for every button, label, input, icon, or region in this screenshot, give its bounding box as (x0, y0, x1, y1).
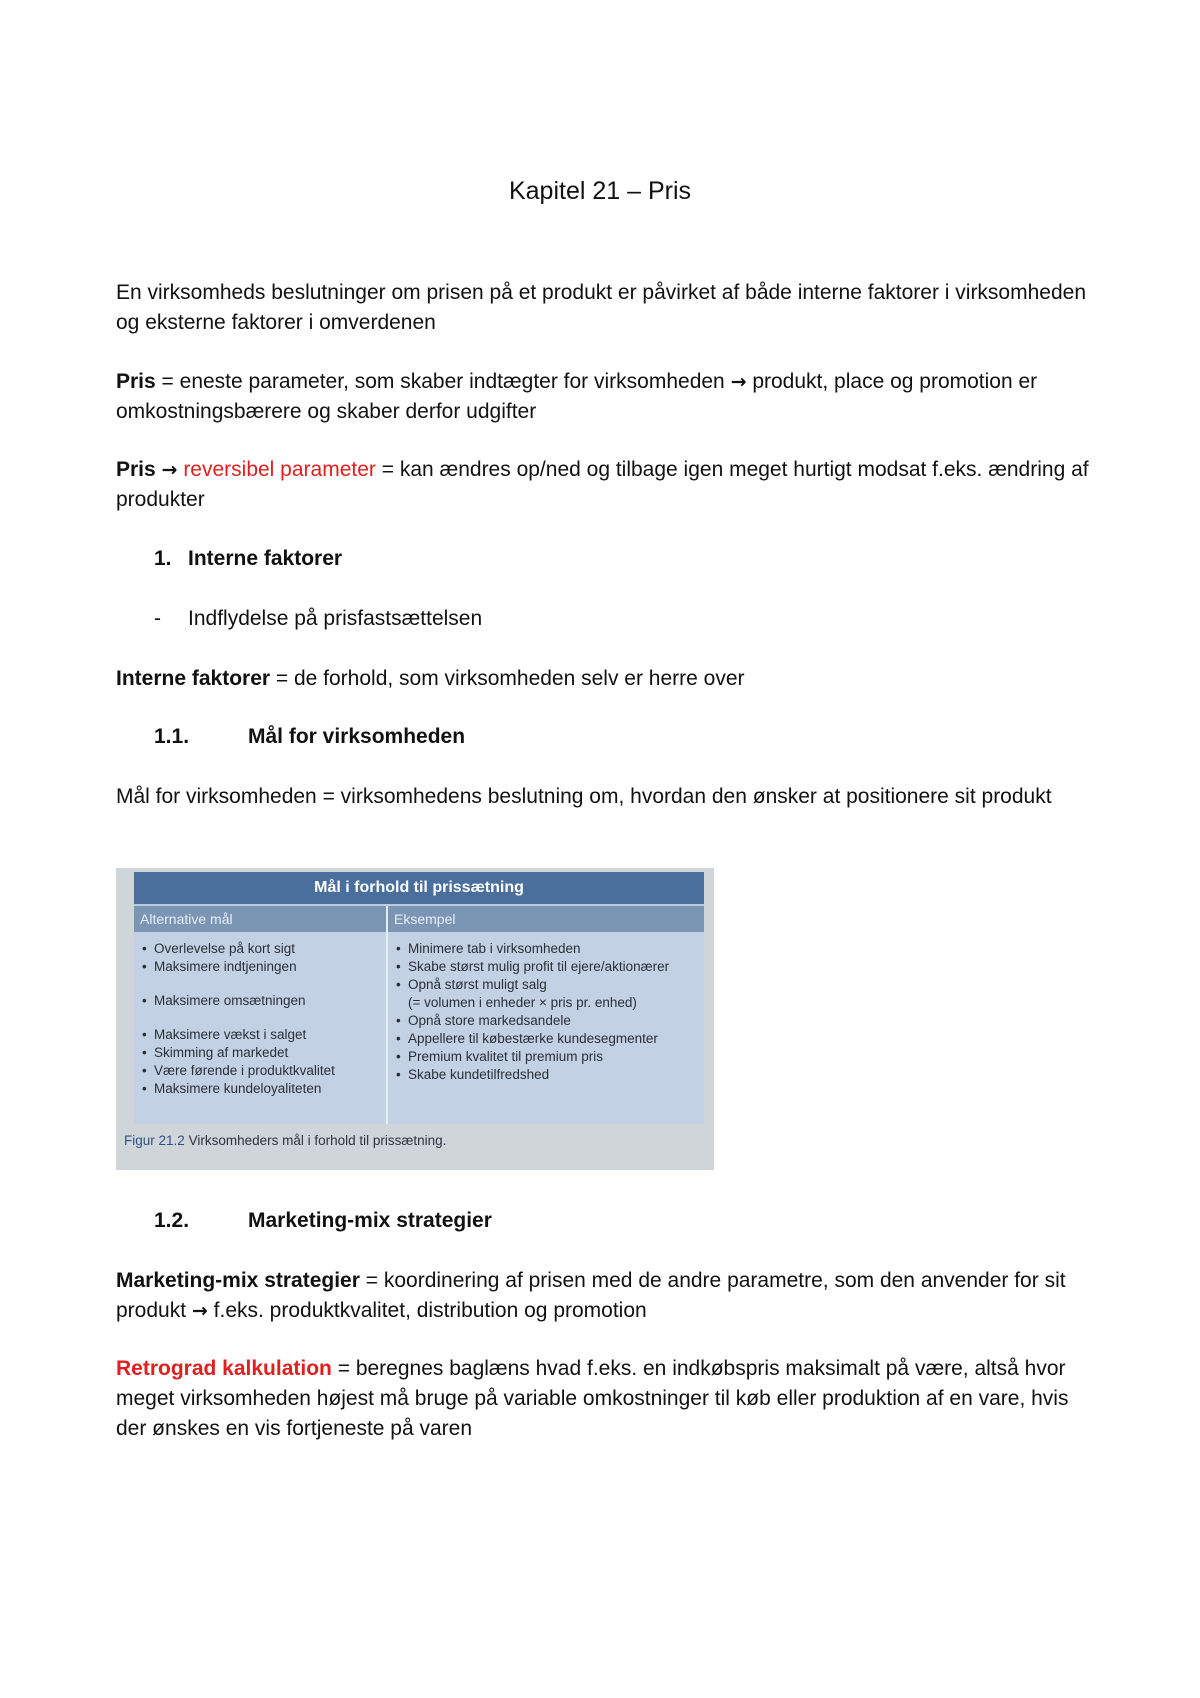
list-item: • Minimere tab i virksomheden (396, 940, 698, 958)
pris-term: Pris (116, 370, 156, 393)
retrograd-text: = beregnes baglæns hvad f.eks. en indkøbspris maksimalt på være, altså hvor meget virksomheden højest må bruge på variable omkostninger til køb eller produktion af en vare, hvis der ønskes en vis fortjeneste på varen (116, 1357, 1069, 1440)
mix-definition (116, 1266, 1096, 1326)
maal-definition: Mål for virksomheden = virksomhedens beslutning om, hvordan den ønsker at positionere sit produkt (116, 785, 1052, 808)
list-item: • Opnå store markedsandele (396, 1012, 698, 1030)
retrograd-definition (116, 1354, 1096, 1444)
reversibel-term: reversibel parameter (183, 458, 376, 481)
interne-definition (116, 664, 1096, 694)
page-title: Kapitel 21 – Pris (508, 177, 692, 205)
figure-table (134, 872, 704, 1124)
mix-term: Marketing-mix strategier (116, 1269, 360, 1292)
retrograd-term: Retrograd kalkulation (116, 1357, 332, 1380)
dash-item: Indflydelse på prisfastsættelsen (188, 607, 483, 630)
section-number: 1.1. (154, 725, 190, 748)
pris-definition (116, 367, 1096, 427)
figure-caption-text: Virksomheders mål i forhold til prissætning. (188, 1133, 447, 1148)
interne-term: Interne faktorer (116, 667, 271, 690)
column-header: Eksempel (388, 906, 704, 932)
list-item: • Maksimere omsætningen (142, 992, 380, 1010)
reversibel-definition (116, 455, 1096, 515)
interne-text: = de forhold, som virksomheden selv er herre over (270, 667, 745, 690)
list-item: • Være førende i produktkvalitet (142, 1062, 380, 1080)
figure-number: Figur 21.2 (124, 1133, 185, 1148)
section-number: 1. (154, 547, 172, 570)
reversibel-text: = kan ændres op/ned og tilbage igen meget hurtigt modsat f.eks. ændring af produkter (116, 458, 1089, 511)
list-item: (= volumen i enheder × pris pr. enhed) (408, 995, 637, 1010)
pris-text-a: = eneste parameter, som skaber indtægter for virksomheden (155, 370, 731, 393)
figure-heading: Mål i forhold til prissætning (134, 872, 704, 904)
arrow-icon: → (161, 459, 178, 481)
column-eksempel (388, 932, 704, 1124)
list-item: • Appellere til købestærke kundesegmenter (396, 1030, 698, 1048)
pris-text-b: produkt, place og promotion er omkostningsbærere og skaber derfor udgifter (116, 370, 1038, 423)
list-item: • Skimming af markedet (142, 1044, 380, 1062)
section-number: 1.2. (154, 1209, 190, 1232)
list-item: • Maksimere indtjeningen (142, 958, 380, 976)
mix-text-b: f.eks. produktkvalitet, distribution og promotion (207, 1299, 647, 1322)
figure-photo (116, 868, 714, 1170)
list-item: • Overlevelse på kort sigt (142, 940, 380, 958)
list-item: • Skabe størst mulig profit til ejere/aktionærer (396, 958, 698, 976)
arrow-icon: → (730, 371, 747, 393)
mix-text-a: = koordinering af prisen med de andre parametre, som den anvender for sit produkt (116, 1269, 1066, 1322)
section-heading: Interne faktorer (188, 547, 343, 570)
list-item: • Opnå størst muligt salg (396, 976, 698, 994)
dash-marker: - (154, 607, 161, 630)
section-heading: Mål for virksomheden (248, 725, 466, 748)
column-header: Alternative mål (134, 906, 386, 932)
list-item: • Premium kvalitet til premium pris (396, 1048, 698, 1066)
arrow-icon: → (191, 1300, 208, 1322)
list-item: • Skabe kundetilfredshed (396, 1066, 698, 1084)
section-heading: Marketing-mix strategier (248, 1209, 492, 1232)
intro-paragraph: En virksomheds beslutninger om prisen på et produkt er påvirket af både interne faktorer i virksomheden og eksterne faktorer i omverdenen (116, 281, 1086, 334)
list-item: • Maksimere kundeloyaliteten (142, 1080, 380, 1098)
figure-caption (124, 1133, 446, 1148)
list-item: • Maksimere vækst i salget (142, 1026, 380, 1044)
column-alternative-maal (134, 932, 386, 1124)
pris-term: Pris (116, 458, 156, 481)
